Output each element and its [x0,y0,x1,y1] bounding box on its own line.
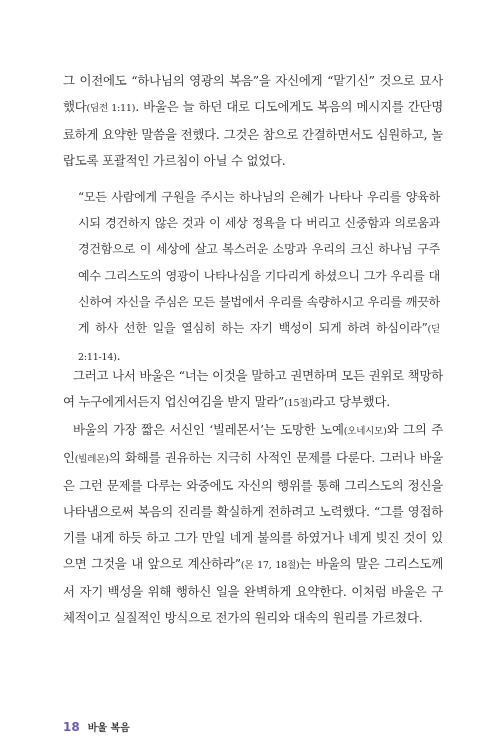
page-footer [63,719,130,734]
scripture-reference: (딛 2:11-14) [78,324,440,364]
text: 그러고 나서 바울은 “너는 이것을 말하고 권면하며 모든 권위로 책망하여 누구에게서든지 업신여김을 받지 말라” [63,368,443,409]
scripture-reference: (딤전 1:11) [86,103,136,114]
text: . [116,349,121,364]
paragraph-exhortation [63,363,443,417]
quote-text: “모든 사람에게 구원을 주시는 하나님의 은혜가 나타나 우리를 양육하시되 경건하지 않은 것과 이 세상 정욕을 다 버리고 신중함과 의로움과 경건함으로 이 세상에 살고 복스러운 소망과 우리의 크신 하나님 구주 예수 그리스도의 영광이 나타나심을 기다리게 하셨으니 그가 우리를 대신하여 자신을 주심은 모든 불법에서 우리를 속량하시고 우리를 깨끗하게 하사 선한 일을 열심히 하는 자기 백성이 되게 하려 하심이라” [78,190,440,336]
text: 라고 당부했다. [311,394,390,409]
scripture-reference: (15절) [284,398,312,409]
paragraph-philemon [63,417,443,631]
running-title: 바울 복음 [87,723,130,734]
text: 는 바울의 말은 그리스도께서 자기 백성을 위해 행하신 일을 완벽하게 요약한다. 이처럼 바울은 구체적이고 실질적인 방식으로 전가의 원리와 대속의 원리를 가르쳤다. [63,556,443,625]
text: 바울의 가장 짧은 서신인 ‘빌레몬서’는 도망한 노예 [73,422,344,437]
text: 의 화해를 권유하는 지극히 사적인 문제를 다룬다. 그러나 바울은 그런 문제를 다루는 와중에도 자신의 행위를 통해 그리스도의 정신을 나타냄으로써 복음의 진리를 확실하게 전하려고 노력했다. “그를 영접하기를 내게 하듯 하고 그가 만일 네게 불의를 하였거나 네게 빚진 것이 있으면 그것을 내 앞으로 계산하라” [63,450,443,571]
body-text [63,363,443,631]
block-quote [78,184,440,371]
text: 와 그의 주인 [63,422,443,465]
page-number: 18 [63,720,80,734]
paragraph-intro [63,68,443,174]
scripture-reference: (오네시모) [343,426,387,437]
text: . 바울은 늘 하던 대로 디도에게도 복음의 메시지를 간단명료하게 요약한 말씀을 전했다. 그것은 참으로 간결하면서도 심원하고, 놀랍도록 포괄적인 가르침이 아닐 수 없었다. [63,99,444,168]
text: 그 이전에도 “하나님의 영광의 복음”을 자신에게 “맡기신” 것으로 묘사했다 [63,73,443,114]
scripture-reference: (빌레몬) [74,454,109,465]
scripture-reference: (몬 17, 18절) [240,560,300,571]
